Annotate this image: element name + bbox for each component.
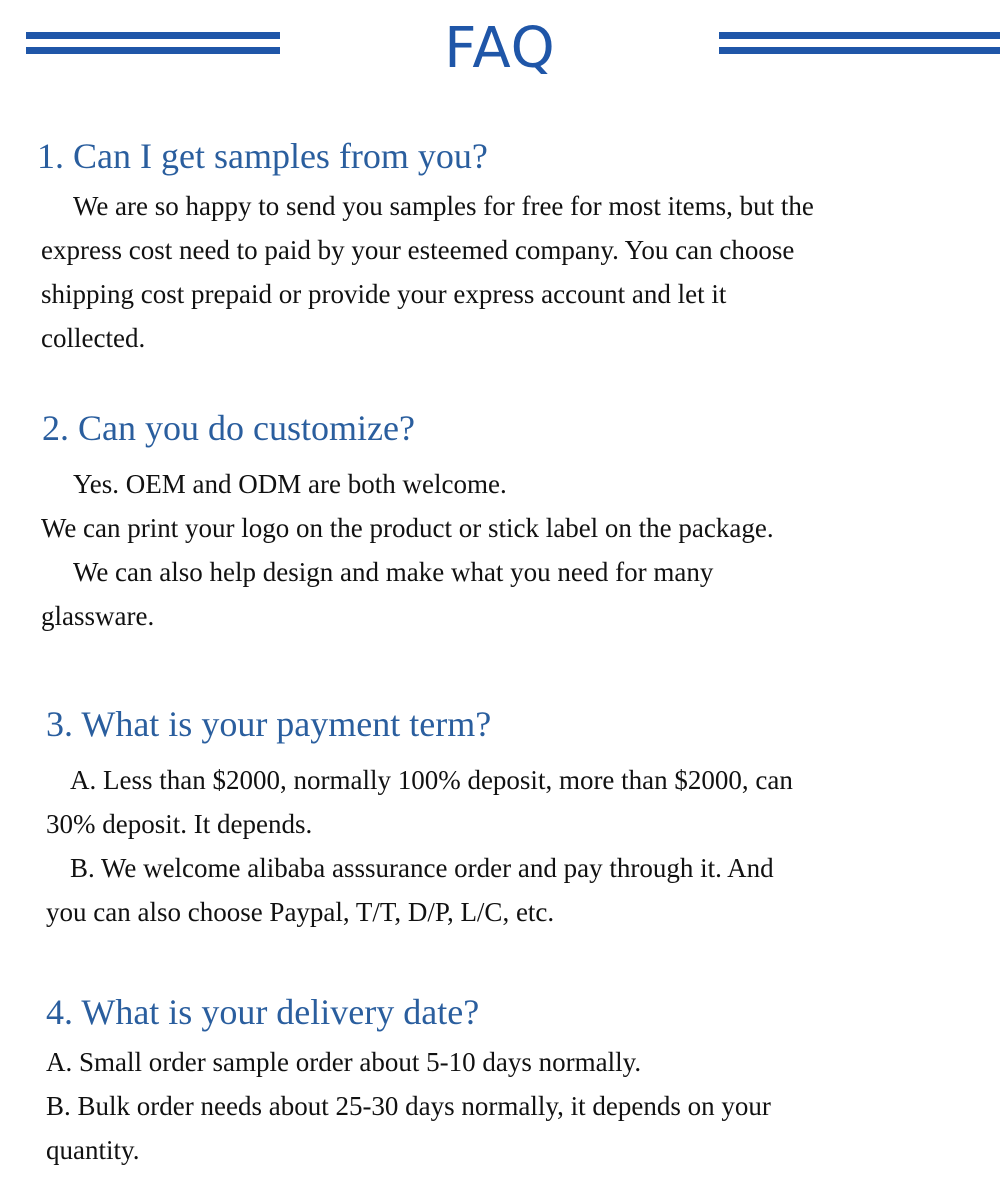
answer-line: collected. — [41, 323, 146, 353]
faq-item-payment — [0, 702, 1000, 934]
faq-header — [0, 0, 1000, 100]
answer-line: We are so happy to send you samples for free for most items, but the — [73, 191, 814, 221]
decorative-line — [719, 47, 1000, 54]
faq-question: 4. What is your delivery date? — [46, 992, 480, 1032]
faq-item-delivery — [0, 990, 1000, 1172]
answer-line: B. Bulk order needs about 25-30 days normally, it depends on your — [46, 1091, 771, 1121]
faq-question: 3. What is your payment term? — [46, 704, 492, 744]
faq-item-samples — [0, 134, 1000, 360]
faq-answer — [0, 462, 1000, 638]
answer-line: express cost need to paid by your esteemed company. You can choose — [41, 235, 795, 265]
faq-question: 1. Can I get samples from you? — [37, 136, 488, 176]
decorative-line — [719, 32, 1000, 39]
answer-line: We can also help design and make what you need for many — [73, 557, 714, 587]
decorative-double-line-right — [719, 32, 1000, 56]
faq-answer — [0, 758, 1000, 934]
faq-question: 2. Can you do customize? — [42, 408, 415, 448]
faq-answer — [0, 184, 1000, 360]
answer-line: quantity. — [46, 1135, 140, 1165]
answer-line: 30% deposit. It depends. — [46, 809, 313, 839]
answer-line: We can print your logo on the product or stick label on the package. — [41, 513, 774, 543]
answer-line: you can also choose Paypal, T/T, D/P, L/C, etc. — [46, 897, 555, 927]
answer-line: B. We welcome alibaba asssurance order and pay through it. And — [70, 853, 774, 883]
faq-answer — [0, 1040, 1000, 1172]
answer-line: A. Small order sample order about 5-10 days normally. — [46, 1047, 642, 1077]
answer-line: shipping cost prepaid or provide your express account and let it — [41, 279, 727, 309]
answer-line: A. Less than $2000, normally 100% deposit, more than $2000, can — [70, 765, 793, 795]
answer-line: glassware. — [41, 601, 155, 631]
faq-item-customize — [0, 406, 1000, 638]
answer-line: Yes. OEM and ODM are both welcome. — [73, 469, 507, 499]
page-title: FAQ — [444, 16, 556, 81]
